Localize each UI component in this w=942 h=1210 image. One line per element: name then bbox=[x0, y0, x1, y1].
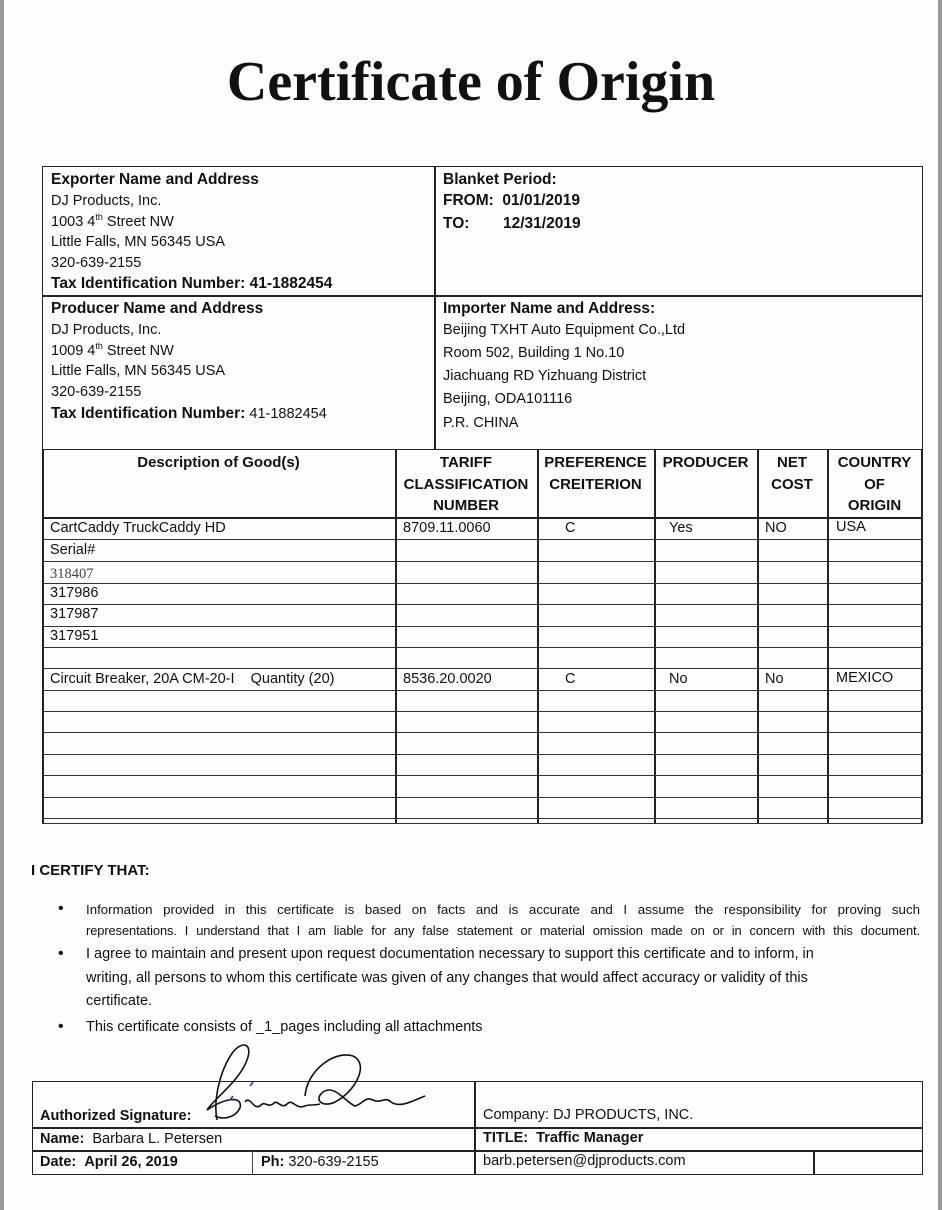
certify-bullet-1-line-2: representations. I understand that I am liable for any false statement or material omission made on or in concern with this document. bbox=[86, 923, 920, 938]
col-header-net-cost: NET COST bbox=[771, 454, 813, 493]
exporter-heading: Exporter Name and Address bbox=[51, 171, 259, 188]
exporter-phone: 320-639-2155 bbox=[51, 255, 142, 271]
signer-email[interactable]: barb.petersen@djproducts.com bbox=[483, 1153, 686, 1169]
col-header-producer: PRODUCER bbox=[662, 454, 749, 471]
col-header-description: Description of Good(s) bbox=[137, 454, 300, 471]
page-title: Certificate of Origin bbox=[226, 51, 716, 113]
certify-bullet-2-line-2: writing, all persons to whom this certificate was given of any changes that would affect accuracy or validity of this bbox=[86, 970, 808, 986]
bullet-icon: • bbox=[58, 1018, 64, 1035]
importer-line: P.R. CHINA bbox=[443, 415, 519, 431]
blanket-to: TO: 12/31/2019 bbox=[443, 215, 581, 232]
producer-name: DJ Products, Inc. bbox=[51, 322, 162, 338]
col-header-tariff: TARIFF CLASSIFICATION NUMBER bbox=[403, 454, 529, 514]
company: Company: DJ PRODUCTS, INC. bbox=[483, 1107, 694, 1123]
certify-bullet-1-line-1: Information provided in this certificate is based on facts and is accurate and I assume the responsibility for proving such bbox=[86, 902, 920, 917]
importer-line: Room 502, Building 1 No.10 bbox=[443, 345, 625, 361]
producer-phone: 320-639-2155 bbox=[51, 384, 142, 400]
certify-bullet-2-line-1: I agree to maintain and present upon request documentation necessary to support this certificate and to inform, in bbox=[86, 946, 814, 962]
parties-divider-vertical bbox=[434, 166, 436, 450]
bullet-icon: • bbox=[58, 945, 64, 962]
importer-line: Jiachuang RD Yizhuang District bbox=[443, 368, 647, 384]
importer-line: Beijing TXHT Auto Equipment Co.,Ltd bbox=[443, 322, 686, 338]
signer-title: TITLE: Traffic Manager bbox=[483, 1130, 644, 1146]
producer-tax-id: Tax Identification Number: 41-1882454 bbox=[51, 405, 327, 422]
signature-date: Date: April 26, 2019 bbox=[40, 1154, 178, 1170]
parties-divider-horizontal bbox=[42, 295, 923, 297]
page-edge-right bbox=[938, 0, 942, 1210]
exporter-tax-id: Tax Identification Number: 41-1882454 bbox=[51, 275, 333, 292]
blanket-from: FROM: 01/01/2019 bbox=[443, 192, 580, 209]
certify-heading: I CERTIFY THAT: bbox=[31, 862, 150, 879]
exporter-city: Little Falls, MN 56345 USA bbox=[51, 234, 226, 250]
certify-bullet-3: This certificate consists of _1_pages including all attachments bbox=[86, 1019, 483, 1035]
signer-name: Name: Barbara L. Petersen bbox=[40, 1131, 223, 1147]
page-edge-left bbox=[0, 0, 4, 1210]
exporter-name: DJ Products, Inc. bbox=[51, 193, 162, 209]
importer-line: Beijing, ODA101116 bbox=[443, 391, 573, 407]
bullet-icon: • bbox=[58, 900, 64, 917]
producer-street: 1009 4th Street NW bbox=[51, 341, 174, 359]
certify-bullet-2-line-3: certificate. bbox=[86, 993, 153, 1009]
importer-heading: Importer Name and Address: bbox=[443, 300, 656, 317]
producer-heading: Producer Name and Address bbox=[51, 300, 264, 317]
blanket-period-heading: Blanket Period: bbox=[443, 171, 557, 188]
signer-phone: Ph: 320-639-2155 bbox=[261, 1154, 379, 1170]
col-header-country: COUNTRY OF ORIGIN bbox=[837, 454, 912, 514]
exporter-street: 1003 4th Street NW bbox=[51, 212, 174, 230]
handwritten-signature-icon bbox=[195, 1040, 445, 1130]
col-header-preference: PREFERENCE CREITERION bbox=[544, 454, 647, 493]
producer-city: Little Falls, MN 56345 USA bbox=[51, 363, 226, 379]
signature-label: Authorized Signature: bbox=[40, 1108, 192, 1124]
